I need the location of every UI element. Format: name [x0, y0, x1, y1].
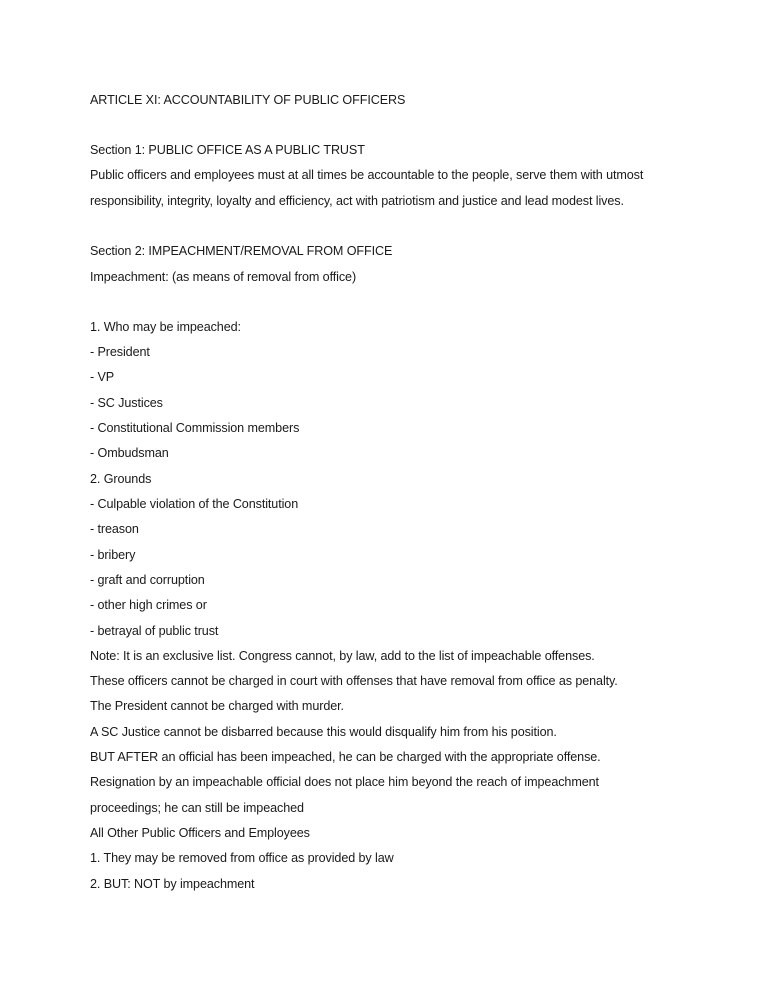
section2-heading: Section 2: IMPEACHMENT/REMOVAL FROM OFFICE	[90, 244, 393, 258]
list-item: 2. BUT: NOT by impeachment	[90, 877, 255, 891]
others-heading: All Other Public Officers and Employees	[90, 826, 310, 840]
list-item: 1. They may be removed from office as provided by law	[90, 851, 394, 865]
list-item: - Constitutional Commission members	[90, 421, 300, 435]
note-line: A SC Justice cannot be disbarred because this would disqualify him from his position.	[90, 725, 557, 739]
list-item: - VP	[90, 370, 115, 384]
note-line: These officers cannot be charged in court with offenses that have removal from office as penalty.	[90, 674, 618, 688]
list-item: - Culpable violation of the Constitution	[90, 497, 299, 511]
list-item: - SC Justices	[90, 396, 163, 410]
list-item: - betrayal of public trust	[90, 624, 219, 638]
section1-text-line: Public officers and employees must at all times be accountable to the people, serve them with utmost	[90, 168, 644, 182]
list-item: - President	[90, 345, 150, 359]
note-line: BUT AFTER an official has been impeached, he can be charged with the appropriate offense.	[90, 750, 601, 764]
list-item: - graft and corruption	[90, 573, 205, 587]
note-line: Resignation by an impeachable official does not place him beyond the reach of impeachment	[90, 775, 599, 789]
note-line: proceedings; he can still be impeached	[90, 801, 304, 815]
who-heading: 1. Who may be impeached:	[90, 320, 241, 334]
section1-heading: Section 1: PUBLIC OFFICE AS A PUBLIC TRUST	[90, 143, 365, 157]
grounds-heading: 2. Grounds	[90, 472, 152, 486]
section2-subheading: Impeachment: (as means of removal from office)	[90, 270, 357, 284]
section1-text-line: responsibility, integrity, loyalty and efficiency, act with patriotism and justice and lead modest lives.	[90, 194, 624, 208]
note-line: The President cannot be charged with murder.	[90, 699, 344, 713]
note-line: Note: It is an exclusive list. Congress cannot, by law, add to the list of impeachable offenses.	[90, 649, 595, 663]
list-item: - Ombudsman	[90, 446, 169, 460]
article-title: ARTICLE XI: ACCOUNTABILITY OF PUBLIC OFFICERS	[90, 93, 406, 107]
list-item: - treason	[90, 522, 139, 536]
list-item: - other high crimes or	[90, 598, 207, 612]
list-item: - bribery	[90, 548, 136, 562]
